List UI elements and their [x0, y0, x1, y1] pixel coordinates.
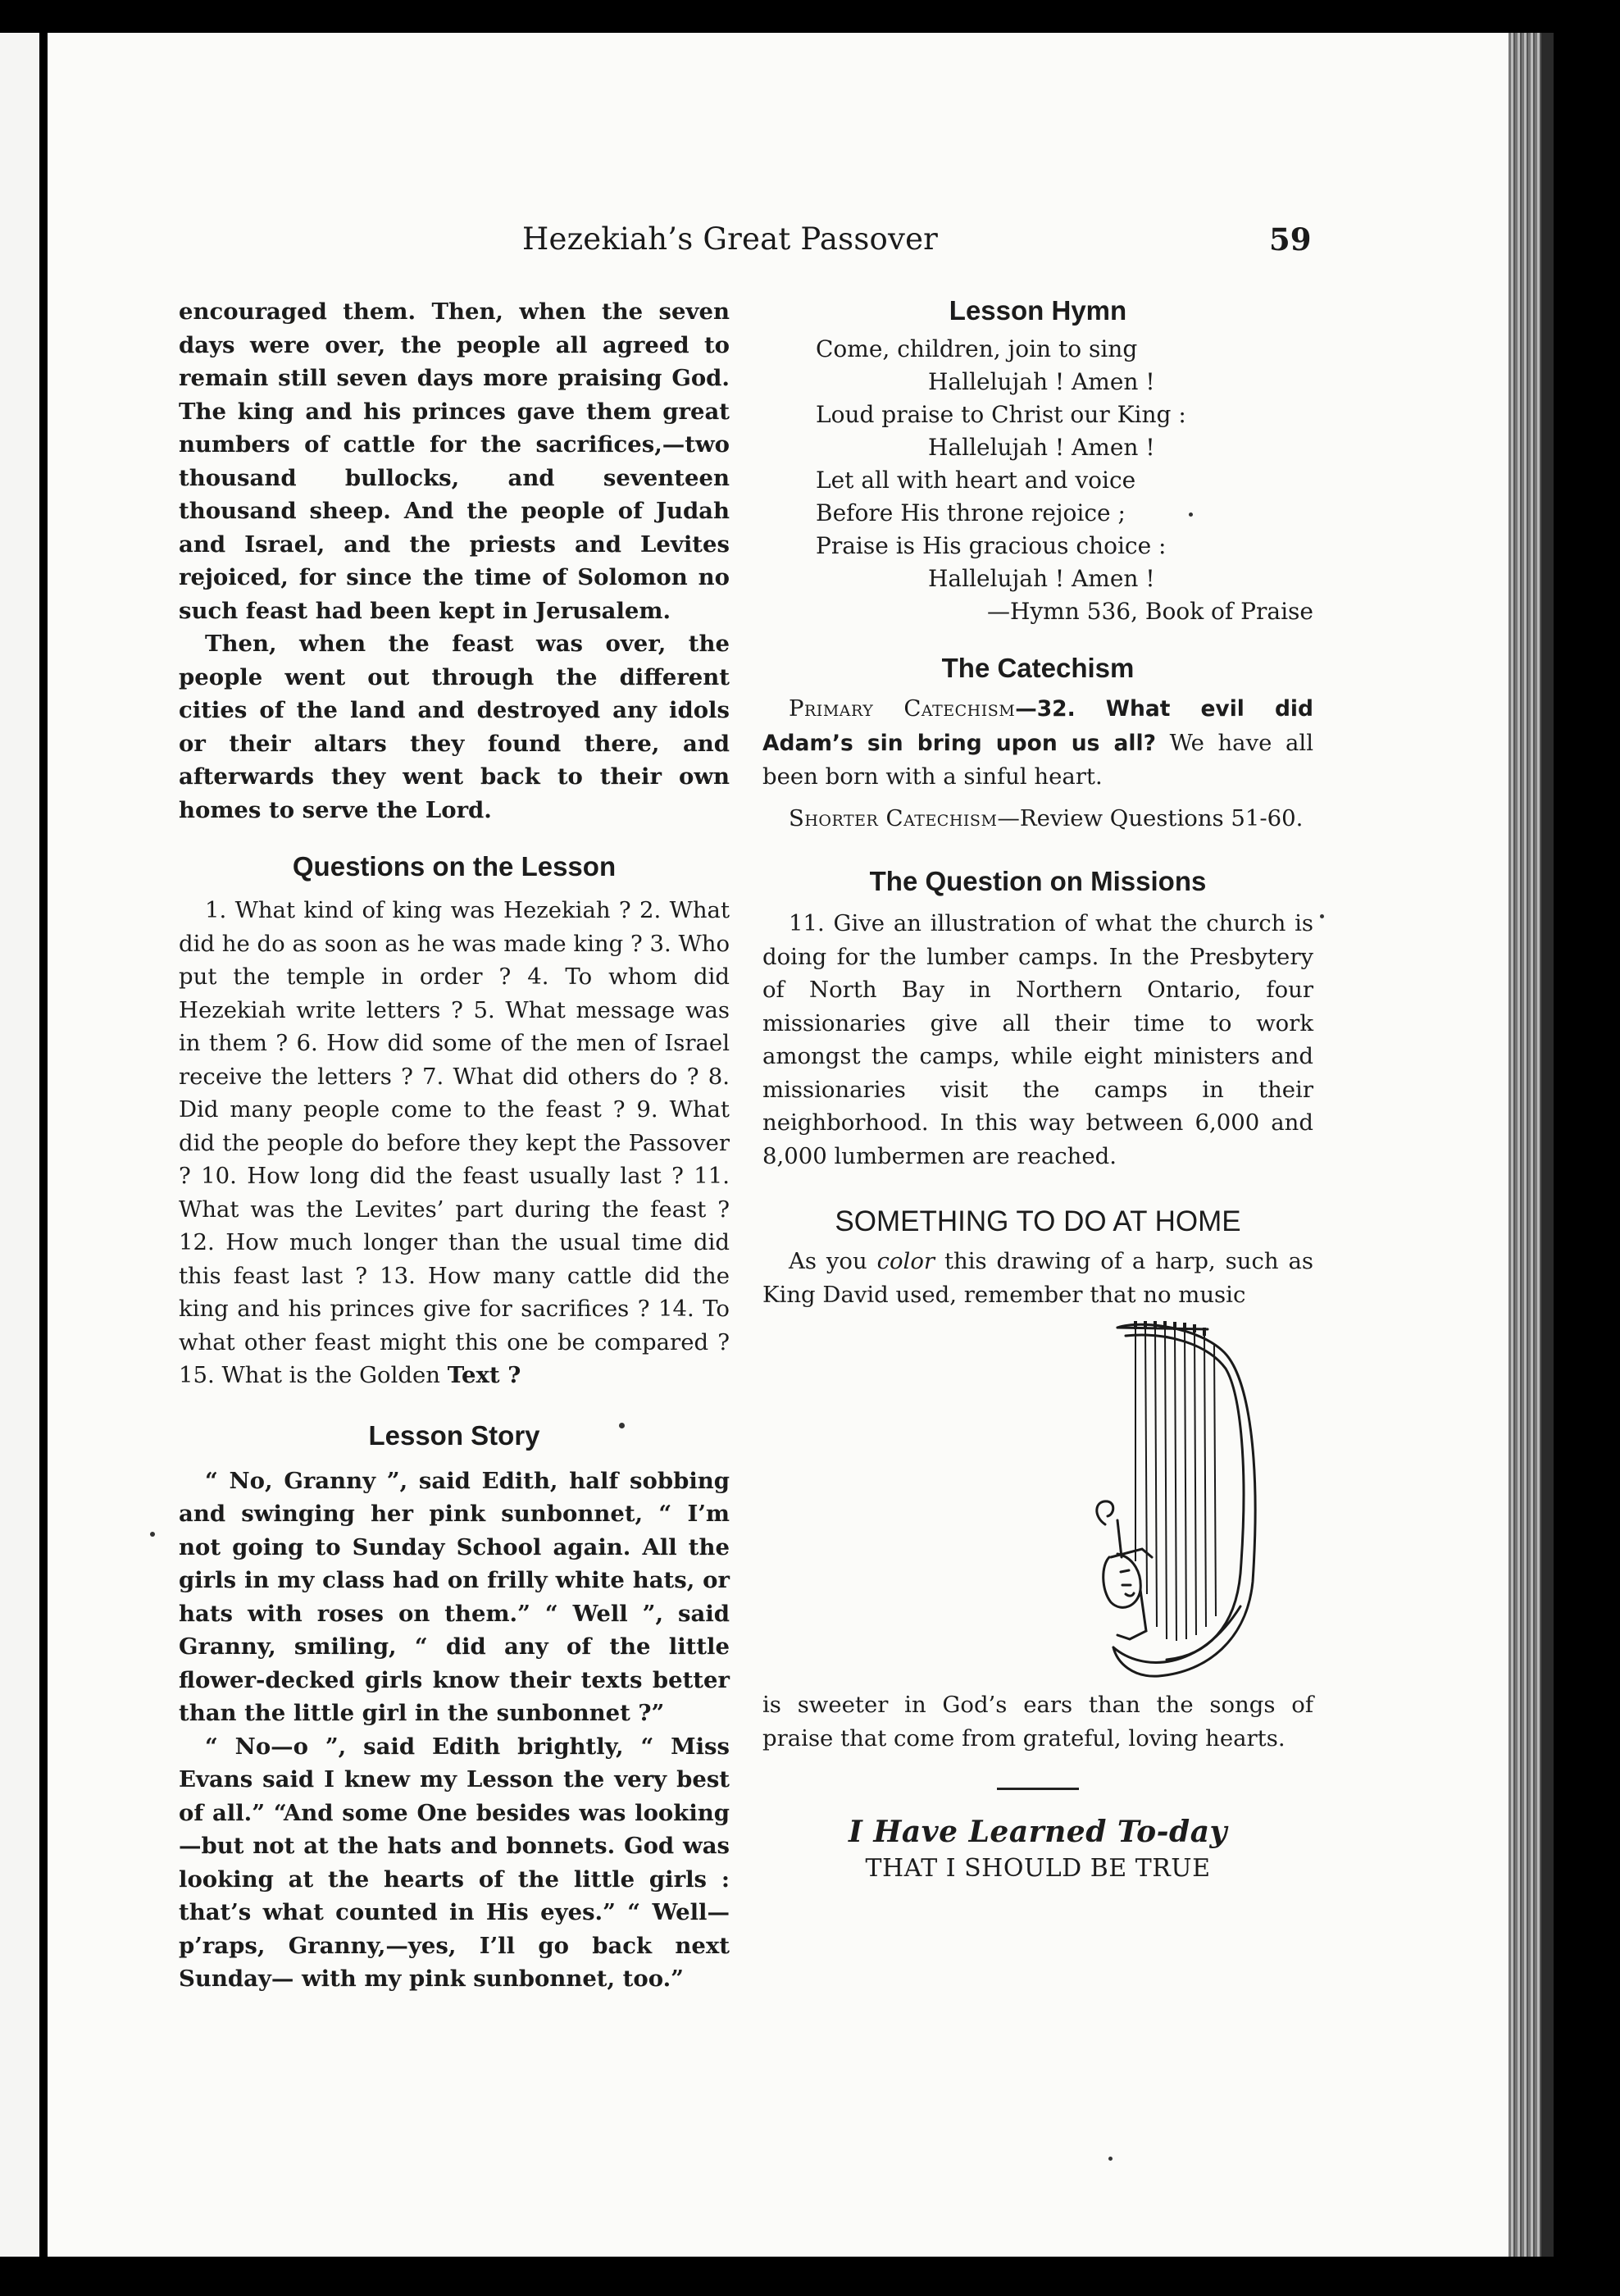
home-text-italic: color [876, 1248, 935, 1274]
running-head-title: Hezekiah’s Great Passover [522, 221, 939, 257]
story-paragraph-1: “ No, Granny ”, said Edith, half sobbing and swinging her pink sunbonnet, “ I’m not going to Sunday School again. All the girls in my class had on frilly white hats, or hats with roses on them.” “ Well ”, said Granny, smiling, “ did any of the little flower-decked girls know their texts better than the little girl in the sunbonnet ?” [179, 1467, 730, 1726]
scan-speck [1108, 2157, 1113, 2161]
home-activity-heading: SOMETHING TO DO AT HOME [835, 1205, 1241, 1237]
missions-heading: The Question on Missions [869, 866, 1207, 896]
harp-drawing-area [762, 1311, 1313, 1688]
facing-page-edge [0, 33, 39, 2257]
right-column [762, 295, 1313, 1883]
page-edges [1509, 33, 1541, 2257]
hymn-line: Come, children, join to sing [816, 335, 1138, 362]
questions-text [179, 894, 730, 1392]
primary-catechism-answer: We have all been born with a sinful heart. [762, 729, 1313, 790]
scan-speck [1189, 512, 1193, 517]
hymn-line: Hallelujah ! Amen ! [928, 434, 1155, 461]
shorter-catechism-label: Shorter Catechism [789, 804, 998, 831]
hymn-line: Hallelujah ! Amen ! [928, 368, 1155, 395]
learned-today-subtitle: THAT I SHOULD BE TRUE [865, 1854, 1211, 1883]
hymn-line: Before His throne rejoice ; [816, 499, 1126, 526]
section-divider [997, 1788, 1079, 1790]
hymn-line: Let all with heart and voice [816, 467, 1136, 494]
lesson-continuation-paragraph: encouraged them. Then, when the seven days were over, the people all agreed to remain still seven days more praising God. The king and his princes gave them great numbers of cattle for the sacrifices,—two thousand bullocks, and seventeen thousand sheep. And the people of Judah and Israel, and the priests and Levites rejoiced, for since the time of Solomon no such feast had been kept in Jerusalem. [179, 298, 730, 624]
scan-speck [150, 1532, 155, 1537]
learned-today-title: I Have Learned To-day [849, 1815, 1227, 1849]
page-number: 59 [1269, 221, 1312, 257]
missions-text: 11. Give an illustration of what the church is doing for the lumber camps. In the Presbytery of North Bay in Northern Ontario, four missionaries give all their time to work amongst the camps, while eight ministers and missionaries visit the camps in their neighborhood. In this way between 6,000 and 8,000 lumbermen are reached. [762, 910, 1313, 1169]
home-activity-text-continued: is sweeter in God’s ears than the songs of praise that come from grateful, loving hearts. [762, 1692, 1313, 1752]
primary-catechism-label: Primary Catechism [789, 695, 1016, 722]
questions-body: 1. What kind of king was Hezekiah ? 2. What did he do as soon as he was made king ? 3. Who put the temple in order ? 4. To whom did Hezekiah write letters ? 5. What message was in them ? 6. How did some of the men of Israel receive the letters ? 7. What did others do ? 8. Did many people come to the feast ? 9. What did the people do before they kept the Passover ? 10. How long did the feast usually last ? 11. What was the Levites’ part during the feast ? 12. How much longer than the usual time did this feast last ? 13. How many cattle did the king and his princes give for sacrifices ? 14. To what other feast might this one be compared ? 15. What is the Golden [179, 897, 730, 1388]
catechism-heading: The Catechism [941, 653, 1135, 683]
story-paragraph-2: “ No—o ”, said Edith brightly, “ Miss Evans said I knew my Lesson the very best of all.” “And some One besides was looking —but not at the hats and bonnets. God was looking at the hearts of the little girls : that’s what counted in His eyes.” “ Well—p’raps, Granny,—yes, I’ll go back next Sunday— with my pink sunbonnet, too.” [179, 1733, 730, 1992]
primary-catechism [762, 692, 1313, 794]
shorter-catechism-text: —Review Questions 51-60. [997, 804, 1304, 831]
scan-speck [1320, 914, 1324, 918]
shorter-catechism [762, 802, 1313, 836]
hymn-heading: Lesson Hymn [949, 295, 1127, 326]
scan-speck [619, 1423, 625, 1428]
questions-heading: Questions on the Lesson [292, 851, 617, 882]
primary-catechism-question: —32. What evil did Adam’s sin bring upon us all? [762, 696, 1313, 756]
hymn-line: Loud praise to Christ our King : [816, 401, 1186, 428]
left-column [179, 295, 730, 1996]
home-text-rest: this drawing of a harp, such as King David used, remember that no music [762, 1248, 1313, 1308]
questions-golden-text: Text ? [447, 1362, 521, 1388]
home-activity-text [762, 1245, 1313, 1311]
lesson-closing-paragraph: Then, when the feast was over, the people went out through the different cities of the land and destroyed any idols or their altars they found there, and afterwards they went back to their own homes to serve the Lord. [179, 631, 730, 823]
hymn-line: Hallelujah ! Amen ! [928, 565, 1155, 592]
hymn-source: —Hymn 536, Book of Praise [986, 598, 1313, 625]
hymn-line: Praise is His gracious choice : [816, 532, 1167, 559]
home-text-start: As you [789, 1248, 877, 1274]
hymn-verse [762, 333, 1313, 595]
book-cover-edge [1541, 33, 1554, 2257]
book-gutter [39, 0, 48, 2296]
harp-drawing [1093, 1311, 1290, 1688]
story-heading: Lesson Story [368, 1419, 540, 1451]
